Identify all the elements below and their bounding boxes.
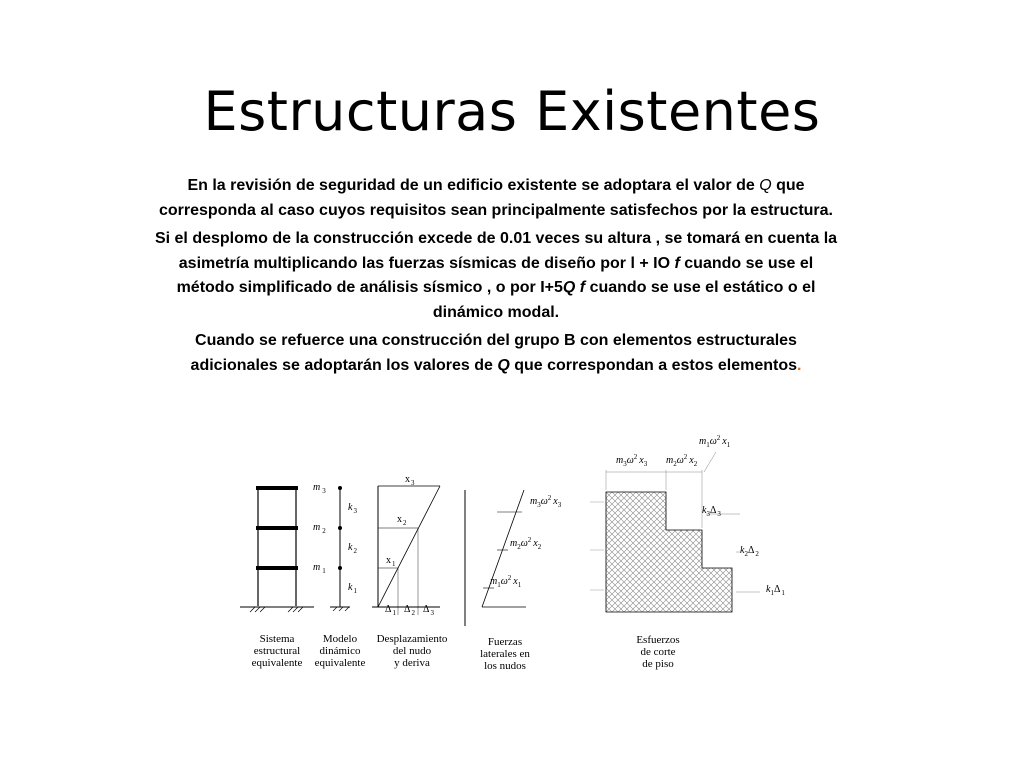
caption-sistema — [252, 633, 303, 669]
shear-diagram — [590, 452, 760, 612]
label-delta1: $\Delta_1$ — [385, 604, 396, 617]
svg-text:estructural: estructural — [253, 645, 301, 657]
svg-text:Desplazamiento: Desplazamiento — [376, 633, 448, 645]
label-force1: $m_1\omega^2$ $x_1$ — [490, 574, 522, 589]
paragraph-2: Si el desplomo de la construcción excede de 0.01 veces su altura , se tomará en cuenta la asimetría multiplicando las fuerzas sísmicas de diseño por l + IO f cuando se use el método simplificado de análisis sísmico , o por I+5Q f cuando se use el estático o el dinámico modal. — [154, 230, 838, 321]
svg-text:los nudos: los nudos — [484, 660, 526, 672]
label-k1: $k_1$ — [348, 582, 357, 595]
caption-desplazamiento — [377, 633, 448, 669]
frame-system — [240, 488, 314, 612]
label-k1-delta1: $k_1\Delta_1$ — [766, 584, 785, 597]
svg-text:del nudo: del nudo — [392, 645, 432, 657]
caption-modelo — [315, 633, 366, 669]
lateral-forces-diagram — [465, 490, 526, 626]
label-x2: $x_2$ — [397, 514, 407, 527]
label-shear-m3: $m_3\omega^2$ $x_3$ — [616, 453, 648, 468]
label-delta2: $\Delta_2$ — [404, 604, 415, 617]
svg-text:laterales en: laterales en — [480, 648, 530, 660]
label-k3-delta3: $k_3\Delta_3$ — [702, 505, 721, 518]
label-shear-top: $m_1\omega^2$ $x_1$ — [699, 434, 731, 449]
caption-esfuerzos — [636, 634, 679, 670]
svg-text:equivalente: equivalente — [251, 657, 303, 669]
label-k2: $k_2$ — [348, 542, 357, 555]
svg-text:Sistema: Sistema — [259, 633, 295, 645]
label-shear-m2: $m_2\omega^2$ $x_2$ — [666, 453, 698, 468]
label-m2: m $_2$ — [313, 522, 326, 535]
svg-text:de corte: de corte — [640, 646, 676, 658]
svg-text:Esfuerzos: Esfuerzos — [636, 634, 680, 646]
label-m3: m $_3$ — [313, 482, 326, 495]
label-force2: $m_2\omega^2$ $x_2$ — [510, 536, 542, 551]
label-force3: $m_3\omega^2$ $x_3$ — [530, 494, 562, 509]
label-x1: $x_1$ — [386, 555, 396, 568]
svg-text:dinámico: dinámico — [319, 645, 361, 657]
svg-text:Fuerzas: Fuerzas — [487, 636, 523, 648]
caption-fuerzas — [480, 636, 530, 672]
slide-title: Estructuras Existentes — [203, 80, 821, 143]
lateral-forces-labels — [490, 494, 562, 589]
label-k3: $k_3$ — [348, 502, 357, 515]
paragraph-3: Cuando se refuerce una construcción del grupo B con elementos estructurales adicionales se adoptarán los valores de Q que correspondan a estos elementos. — [190, 332, 802, 374]
label-delta3: $\Delta_3$ — [423, 604, 434, 617]
dynamic-model — [313, 482, 357, 611]
svg-text:de piso: de piso — [642, 658, 674, 670]
label-m1: m $_1$ — [313, 562, 326, 575]
svg-text:equivalente: equivalente — [314, 657, 366, 669]
svg-text:Modelo: Modelo — [322, 633, 358, 645]
label-x3: $x_3$ — [405, 474, 415, 487]
paragraph-1: En la revisión de seguridad de un edificio existente se adoptara el valor de Q que corresponda al caso cuyos requisitos sean principalmente satisfechos por la estructura. — [158, 177, 833, 219]
displacement-diagram — [372, 486, 440, 615]
svg-text:y deriva: y deriva — [394, 657, 430, 669]
label-k2-delta2: $k_2\Delta_2$ — [740, 545, 759, 558]
